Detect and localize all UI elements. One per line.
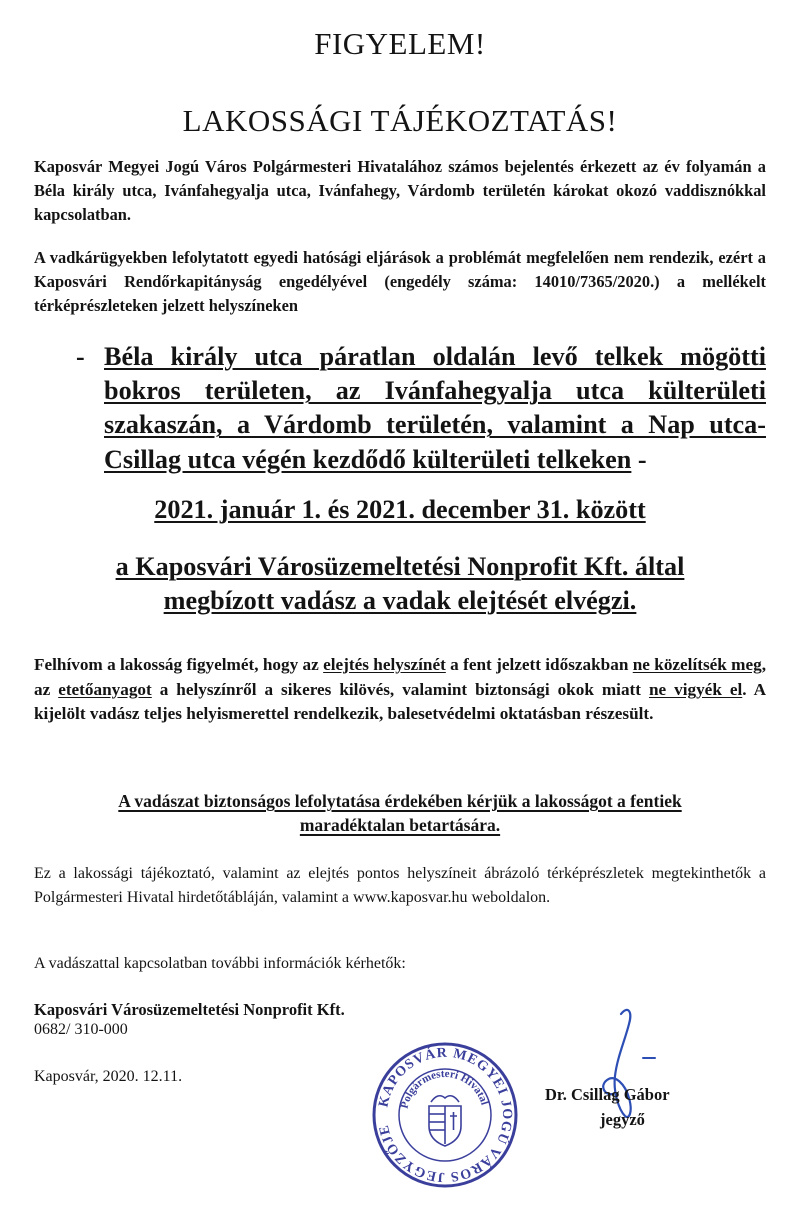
hunter-assignment-line2 (0, 584, 800, 618)
heading-attention: FIGYELEM! (314, 26, 486, 61)
warning-underline-bait: etetőanyagot (58, 679, 152, 699)
request-line2-text: maradéktalan betartására. (299, 815, 501, 835)
paragraph-authorization: A vadkárügyekben lefolytatott egyedi hatósági eljárások a problémát megfelelően nem rendezik, ezért a Kaposvári Rendőrkapitányság engedélyével (engedély száma: 14010/7365/2020.) a mellékelt térképrészleteken jelzett helyszíneken (34, 248, 766, 315)
paragraph-reports: Kaposvár Megyei Jogú Város Polgármesteri Hivatalához számos bejelentés érkezett az év folyamán a Béla király utca, Ivánfahegyalja utca, Ivánfahegy, Várdomb területén károkat okozó vaddisznókkal kapcsolatban. (34, 157, 766, 224)
signer-title: jegyző (600, 1110, 645, 1129)
warning-text-3: , az (34, 655, 767, 699)
warning-text-1: Felhívom a lakosság figyelmét, hogy az (34, 655, 324, 674)
contact-phone: 0682/ 310-000 (34, 1021, 128, 1038)
svg-text:Polgármesteri Hivatal: Polgármesteri Hivatal (398, 1067, 491, 1110)
hunter-assignment-line1-text: a Kaposvári Városüzemeltetési Nonprofit Kft. által (115, 552, 685, 581)
hunter-assignment-line2-text: megbízott vadász a vadak elejtését elvégzi. (163, 586, 637, 615)
warning-underline-location: elejtés helyszínét (323, 655, 446, 674)
paragraph-contact-intro: A vadászattal kapcsolatban további információk kérhetők: (34, 955, 406, 972)
hunting-period (0, 493, 800, 527)
signer-name: Dr. Csillag Gábor (545, 1085, 670, 1104)
request-line2 (0, 813, 800, 837)
heading-public-information: LAKOSSÁGI TÁJÉKOZTATÁS! (182, 103, 618, 138)
warning-underline-remove: ne vigyék el (648, 679, 743, 699)
request-line1 (0, 789, 800, 813)
warning-underline-approach: ne közelítsék meg (632, 655, 762, 674)
hunting-period-text: 2021. január 1. és 2021. december 31. között (154, 495, 646, 524)
request-line1-text: A vadászat biztonságos lefolytatása érdekében kérjük a lakosságot a fentiek (118, 791, 682, 811)
svg-text:KAPOSVÁR MEGYEI JOGÚ VÁROS JEG: KAPOSVÁR MEGYEI JOGÚ VÁROS JEGYZŐJE (376, 1045, 515, 1185)
official-stamp-icon (370, 1040, 520, 1190)
warning-text-5: . A kijelölt vadász teljes helyismerettel rendelkezik, balesetvédelmi oktatásban részesült. (34, 679, 767, 723)
paragraph-warning (34, 653, 766, 727)
warning-text-4: a helyszínről a sikeres kilövés, valamint biztonsági okok miatt (151, 679, 649, 699)
place-and-date: Kaposvár, 2020. 12.11. (34, 1068, 183, 1085)
paragraph-availability: Ez a lakossági tájékoztató, valamint az elejtés pontos helyszíneit ábrázoló térképrészletek megtekinthetők a Polgármesteri Hivatal hirdetőtábláján, valamint a www.kaposvar.hu weboldalon. (34, 865, 766, 906)
warning-text-2: a fent jelzett időszakban (445, 655, 633, 674)
locations-text: Béla király utca páratlan oldalán levő telkek mögötti bokros területen, az Ivánfahegyalja utca külterületi szakaszán, a Várdomb területén, valamint a Nap utca-Csillag utca végén kezdődő külterületi telkeken (104, 342, 766, 474)
hunter-assignment-line1 (0, 550, 800, 584)
contact-organization: Kaposvári Városüzemeltetési Nonprofit Kft. (34, 1000, 345, 1019)
bullet-marker: - (76, 342, 85, 371)
locations-tail: - (631, 444, 647, 474)
bullet-locations (104, 340, 766, 477)
